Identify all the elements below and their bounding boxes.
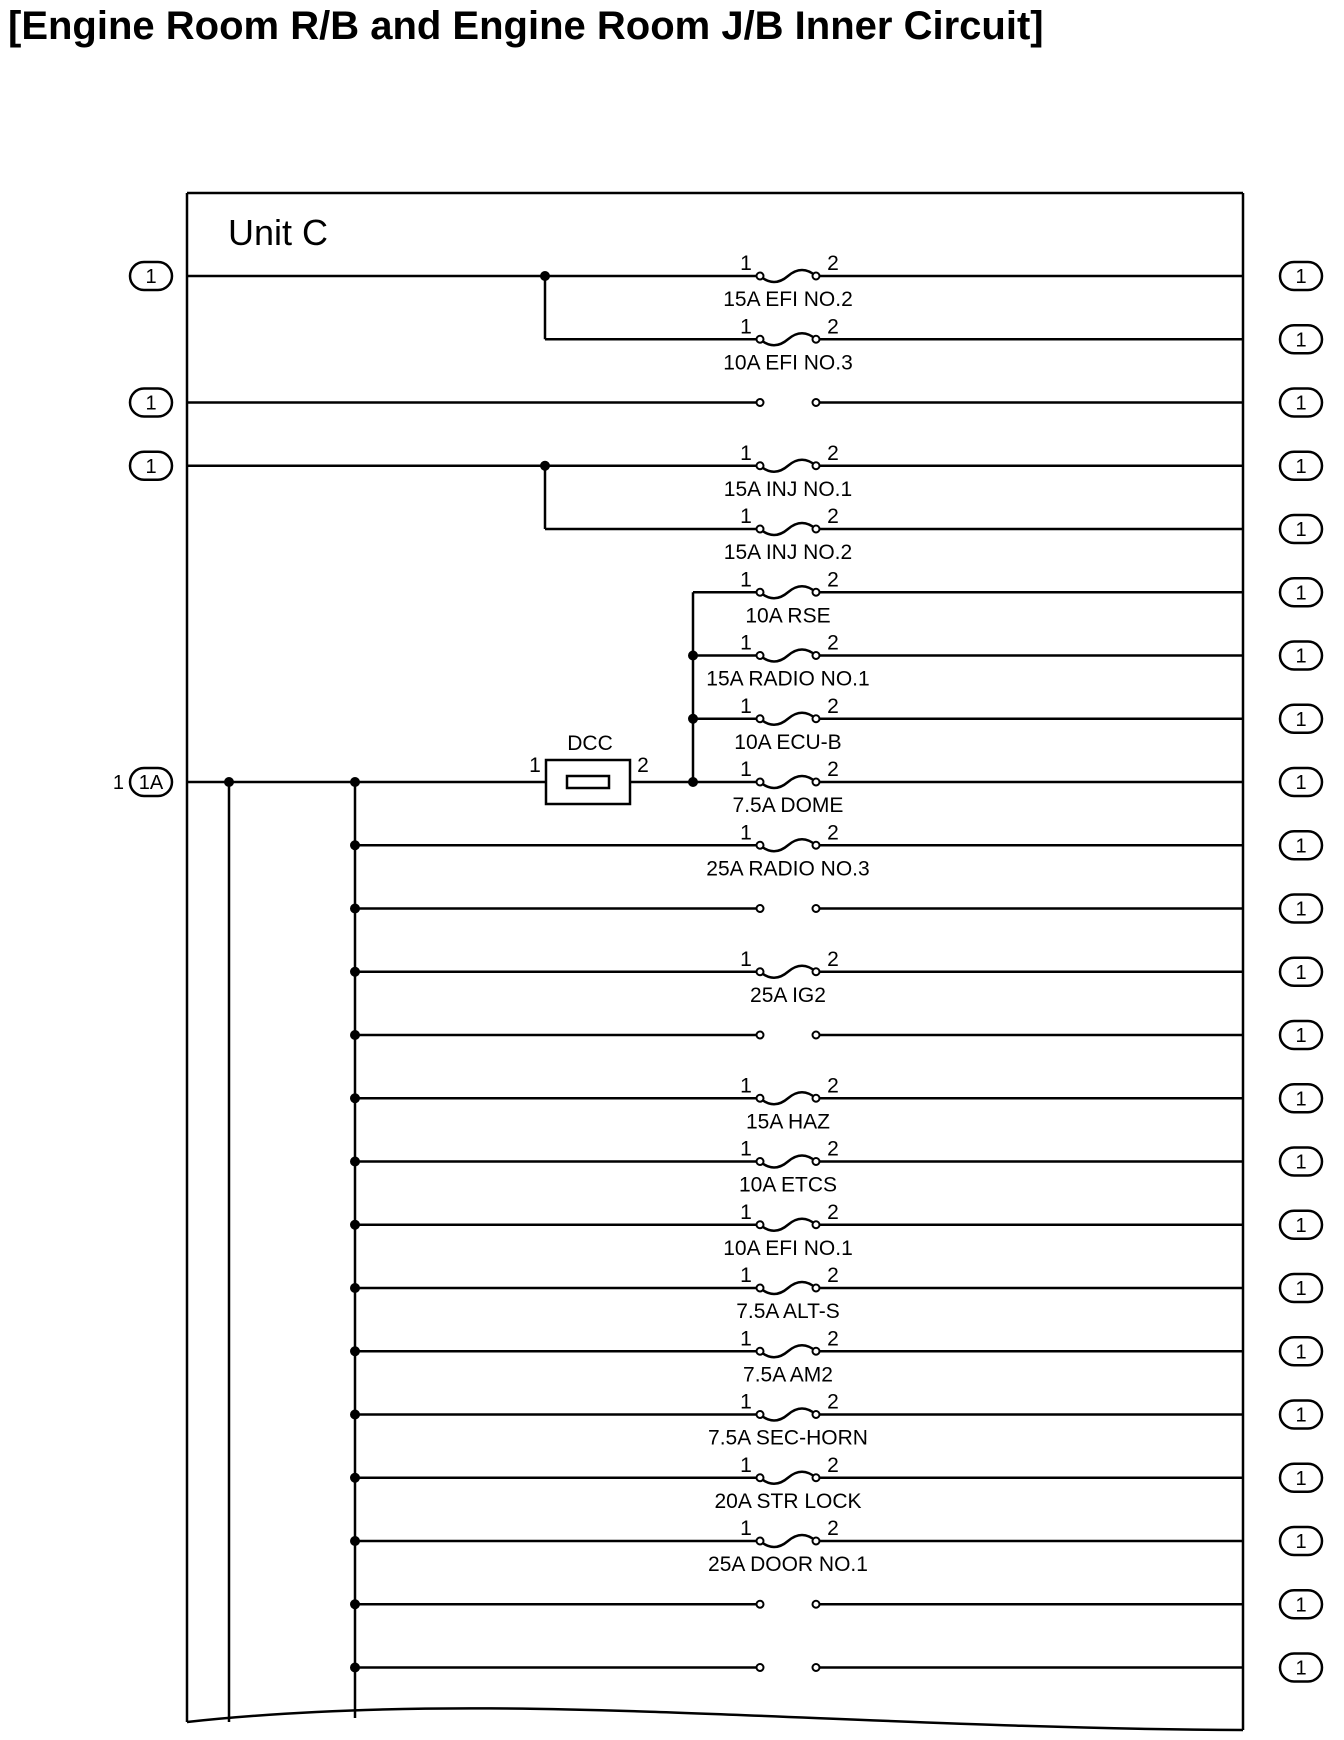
junction-dot: [688, 714, 698, 724]
connector-label: 1: [1295, 1467, 1307, 1490]
fuse-element: [760, 1345, 816, 1357]
fuse-pin-1: 1: [740, 1517, 752, 1540]
dcc-pin-in: 1: [529, 754, 541, 777]
open-terminal: [813, 905, 820, 912]
fuse-label: 10A EFI NO.3: [723, 351, 853, 375]
fuse-pin-1: 1: [740, 252, 752, 275]
fuse-pin-1: 1: [740, 1074, 752, 1098]
connector-label: 1: [1295, 266, 1307, 288]
fuse-terminal: [757, 1348, 764, 1355]
fuse-pin-2: 2: [827, 631, 839, 655]
fuse-label: 10A ETCS: [738, 1173, 838, 1197]
connector: [130, 452, 172, 480]
junction-dot: [540, 271, 550, 281]
connector-label: 1: [1295, 582, 1307, 605]
fuse-pin-1: 1: [740, 947, 752, 971]
fuse-pin-2: 2: [827, 1390, 839, 1414]
dcc-name: DCC: [567, 732, 613, 755]
fuse-element: [760, 1535, 816, 1547]
connector-label: 1: [145, 455, 157, 478]
junction-dot: [350, 777, 360, 787]
connector: [1280, 325, 1322, 353]
connector-label: 1: [1295, 645, 1307, 668]
fuse-element: [760, 1092, 816, 1104]
junction-dot: [224, 777, 234, 787]
connector-label: 1: [1295, 835, 1307, 858]
connector-label: 1: [1295, 1151, 1307, 1174]
fuse-terminal: [813, 1538, 820, 1545]
fuse-terminal: [757, 1285, 764, 1292]
fuse-terminal: [813, 652, 820, 659]
connector: [1280, 262, 1322, 290]
fuse-label: 7.5A AM2: [743, 1363, 833, 1387]
connector: [1280, 389, 1322, 417]
connector-label: 1: [1295, 1594, 1307, 1617]
fuse-terminal: [813, 715, 820, 722]
fuse-terminal: [757, 842, 764, 849]
dcc-element: [567, 776, 609, 788]
fuse-element: [760, 966, 816, 978]
fuse: [706, 632, 869, 691]
connector: [1280, 452, 1322, 480]
open-terminal: [757, 399, 764, 406]
fuse-terminal: [757, 273, 764, 280]
connector-label: 1: [1295, 1088, 1307, 1111]
fuse-terminal: [813, 526, 820, 533]
connector-label: 1: [1295, 961, 1307, 984]
fuse-terminal: [757, 526, 764, 533]
fuse-pin-1: 1: [740, 631, 752, 655]
fuse-pin-2: 2: [827, 1137, 839, 1161]
connector: [113, 768, 172, 796]
fuse-label: 7.5A ALT-S: [736, 1300, 840, 1323]
fuse-terminal: [757, 336, 764, 343]
connector: [1280, 642, 1322, 670]
connector-label: 1: [1295, 329, 1307, 352]
fuse-terminal: [813, 462, 820, 469]
connector-label: 1: [1295, 455, 1307, 478]
fuse: [740, 568, 839, 627]
connector: [1280, 1527, 1322, 1555]
connector-label: 1: [1295, 1025, 1307, 1047]
connector: [1280, 1654, 1322, 1682]
fuse-pin-2: 2: [827, 758, 839, 781]
connector: [1280, 1590, 1322, 1618]
connector-label: 1: [145, 266, 157, 288]
connector-label: 1: [1295, 898, 1307, 921]
fuse-pin-1: 1: [740, 568, 752, 592]
fuse-pin-1: 1: [740, 1327, 752, 1351]
connector-label: 1: [1295, 1214, 1307, 1237]
fuse-terminal: [757, 589, 764, 596]
connector: [1280, 768, 1322, 796]
fuse-terminal: [813, 1158, 820, 1165]
fuse-terminal: [813, 589, 820, 596]
connector: [1280, 831, 1322, 859]
fuse-terminal: [813, 1095, 820, 1102]
connector: [1280, 705, 1322, 733]
fuse: [739, 1138, 839, 1197]
connector: [1280, 578, 1322, 606]
connector-pin: 1: [112, 772, 124, 794]
fuse-pin-1: 1: [740, 1200, 752, 1224]
fuse-pin-1: 1: [740, 1137, 752, 1161]
fuse-terminal: [813, 779, 820, 786]
connector-label: 1: [1295, 1657, 1307, 1680]
page-title: [Engine Room R/B and Engine Room J/B Inner Circuit]: [8, 4, 1044, 48]
fuse-pin-2: 2: [827, 1264, 839, 1287]
unit-label: Unit C: [228, 212, 329, 253]
connector: [1280, 1337, 1322, 1365]
fuse-element: [760, 270, 816, 282]
fuse-terminal: [757, 1474, 764, 1481]
fuse-label: 15A RADIO NO.1: [706, 667, 870, 691]
connector: [1280, 1464, 1322, 1492]
fuse-label: 10A EFI NO.1: [723, 1236, 853, 1260]
fuse-pin-1: 1: [740, 694, 752, 718]
fuse-pin-2: 2: [827, 1200, 839, 1224]
fuse-pin-2: 2: [827, 441, 839, 465]
fuse-terminal: [813, 1285, 820, 1292]
fuse-terminal: [813, 1221, 820, 1228]
open-terminal: [757, 1032, 764, 1039]
open-terminal: [757, 1601, 764, 1608]
open-terminal: [757, 905, 764, 912]
connector-label: 1: [1295, 519, 1307, 541]
fuse-element: [760, 776, 816, 788]
fuse-element: [760, 713, 816, 725]
fuse-terminal: [757, 1411, 764, 1418]
open-terminal: [813, 1664, 820, 1671]
fuse-terminal: [813, 968, 820, 975]
fuse-element: [760, 1472, 816, 1484]
fuse: [708, 1517, 868, 1576]
fuse: [708, 1391, 868, 1450]
fuse-pin-2: 2: [827, 947, 839, 971]
fuse-element: [760, 586, 816, 598]
connector: [1280, 515, 1322, 543]
fuse-terminal: [757, 652, 764, 659]
fuse-label: 10A RSE: [745, 604, 831, 628]
fuse-pin-2: 2: [827, 315, 839, 339]
fuse-pin-2: 2: [827, 1517, 839, 1540]
connector-label: 1: [145, 392, 157, 415]
connector: [1280, 1274, 1322, 1302]
fuse-element: [760, 1409, 816, 1421]
dcc-pin-out: 2: [637, 754, 649, 777]
fuse-terminal: [757, 1538, 764, 1545]
fuse-pin-2: 2: [827, 505, 839, 528]
fuse-terminal: [813, 273, 820, 280]
fuse-label: 15A HAZ: [745, 1110, 831, 1134]
dcc-fusible-link: [529, 732, 649, 804]
fuse-label: 7.5A SEC-HORN: [708, 1426, 868, 1450]
connector: [1280, 895, 1322, 923]
fuse-terminal: [813, 1474, 820, 1481]
fuse: [733, 758, 844, 817]
connector-label: 1: [1295, 1341, 1307, 1364]
fuse: [706, 821, 869, 880]
connector: [130, 389, 172, 417]
open-terminal: [813, 1032, 820, 1039]
open-terminal: [813, 399, 820, 406]
fuse-label: 20A STR LOCK: [714, 1489, 862, 1513]
open-terminal: [757, 1664, 764, 1671]
fuse-pin-1: 1: [740, 505, 752, 528]
connector: [1280, 1021, 1322, 1049]
fuse-terminal: [757, 1158, 764, 1165]
fuse-element: [760, 460, 816, 472]
fuse: [740, 948, 839, 1007]
fuse-terminal: [757, 715, 764, 722]
connector-label: 1: [1295, 392, 1307, 415]
fuse: [740, 1327, 839, 1386]
fuse-element: [760, 1156, 816, 1168]
fuse-pin-2: 2: [827, 1453, 839, 1477]
connector-label: 1: [1295, 1278, 1307, 1300]
fuse-pin-2: 2: [827, 252, 839, 275]
fuse-pin-1: 1: [740, 1390, 752, 1414]
fuse: [723, 315, 853, 374]
connector: [1280, 1084, 1322, 1112]
connector: [1280, 1401, 1322, 1429]
fuse-terminal: [813, 842, 820, 849]
fuse-label: 25A IG2: [750, 983, 826, 1007]
junction-dot: [688, 651, 698, 661]
fuse-pin-2: 2: [827, 694, 839, 718]
fuse-label: 10A ECU-B: [734, 730, 842, 754]
fuse-pin-2: 2: [827, 821, 839, 845]
fuse-label: 15A INJ NO.1: [723, 477, 853, 501]
fuse-label: 15A EFI NO.2: [723, 288, 853, 311]
connector: [1280, 958, 1322, 986]
connector: [1280, 1211, 1322, 1239]
connector: [1280, 1148, 1322, 1176]
fuse-pin-1: 1: [740, 758, 752, 781]
fuse-terminal: [813, 1348, 820, 1355]
fuse-element: [760, 650, 816, 662]
fuse-element: [760, 839, 816, 851]
connector-label: 1: [1295, 1531, 1307, 1553]
fuse-element: [760, 523, 816, 535]
fuse: [740, 1074, 839, 1133]
connector-label: 1A: [138, 772, 164, 794]
fuse: [723, 1201, 853, 1260]
fuse-element: [760, 1219, 816, 1231]
connector: [130, 262, 172, 290]
fuse: [734, 695, 841, 754]
fuse-terminal: [813, 336, 820, 343]
fuse-pin-2: 2: [827, 1327, 839, 1351]
fuse: [723, 252, 853, 311]
fuse: [724, 442, 852, 501]
fuse-element: [760, 333, 816, 345]
fuse-label: 25A RADIO NO.3: [706, 857, 870, 881]
fuse-terminal: [757, 1095, 764, 1102]
fuse-pin-1: 1: [740, 441, 752, 465]
fuse-terminal: [757, 968, 764, 975]
junction-dot: [540, 461, 550, 471]
fuse-pin-1: 1: [740, 1453, 752, 1477]
fuse-label: 25A DOOR NO.1: [708, 1553, 868, 1576]
fuse-pin-1: 1: [740, 821, 752, 845]
fuse: [724, 505, 852, 564]
fuse-pin-1: 1: [740, 1264, 752, 1287]
frame-bottom-edge: [187, 1708, 1243, 1730]
fuse-terminal: [813, 1411, 820, 1418]
fuse-pin-2: 2: [827, 568, 839, 592]
fuse-label: 7.5A DOME: [732, 794, 844, 817]
connector-label: 1: [1295, 708, 1307, 731]
connector-label: 1: [1295, 1404, 1307, 1427]
connector-label: 1: [1295, 772, 1307, 794]
open-terminal: [813, 1601, 820, 1608]
fuse-element: [760, 1282, 816, 1294]
fuse-label: 15A INJ NO.2: [723, 541, 853, 564]
fuse-terminal: [757, 1221, 764, 1228]
fuse-pin-2: 2: [827, 1074, 839, 1098]
fuse: [714, 1454, 861, 1513]
fuse: [736, 1264, 840, 1323]
fuse-pin-1: 1: [740, 315, 752, 339]
fuse-terminal: [757, 462, 764, 469]
fuse-terminal: [757, 779, 764, 786]
